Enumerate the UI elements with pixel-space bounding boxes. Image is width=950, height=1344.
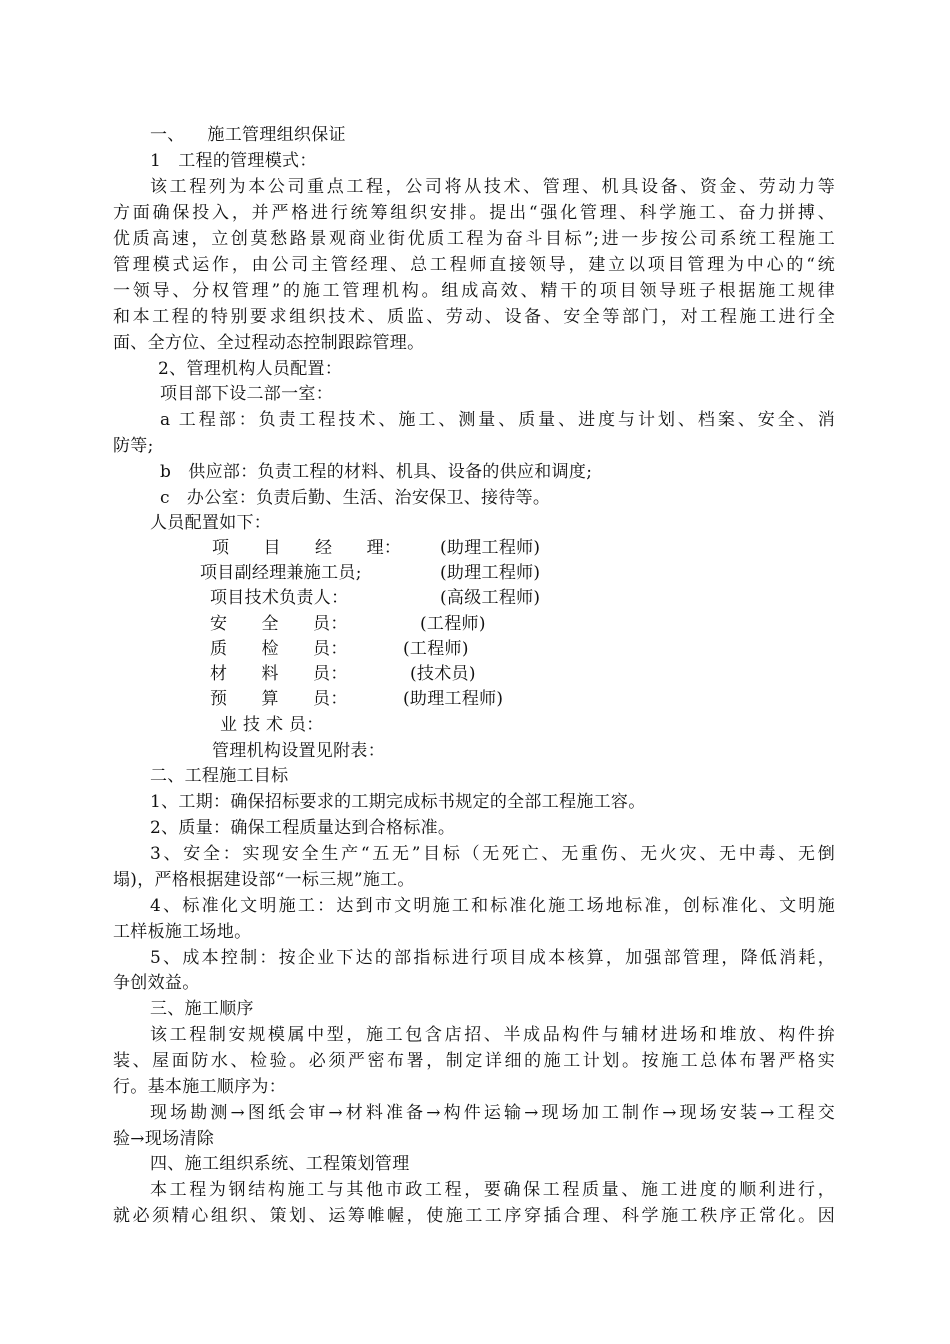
paragraph-line: 面、全方位、全过程动态控制跟踪管理。 [113,333,425,353]
goal-item: 3、安全：实现安全生产“五无”目标（无死亡、无重伤、无火灾、无中毒、无倒 [150,844,835,864]
paragraph-line: 该工程制安规模属中型，施工包含店招、半成品构件与辅材进场和堆放、构件拚 [150,1025,835,1045]
staff-role: 质 检 员： [210,639,348,659]
dept-intro: 项目部下设二部一室： [160,384,333,404]
sequence-line: 现场勘测→图纸会审→材料准备→构件运输→现场加工制作→现场安装→工程交 [150,1103,835,1123]
section-2-heading: 二、工程施工目标 [150,766,289,786]
staff-title: (工程师) [420,614,486,634]
staff-role: 安 全 员： [210,614,348,634]
paragraph-line: 行。基本施工顺序为： [113,1077,286,1097]
paragraph-line: 方面确保投入，并严格进行统筹组织安排。提出“强化管理、科学施工、奋力拼搏、 [113,203,835,223]
staff-title: (助理工程师) [440,563,541,583]
section-1-2-title: 2、管理机构人员配置： [158,359,343,379]
dept-c: c 办公室：负责后勤、生活、治安保卫、接待等。 [160,488,551,508]
paragraph-line: 优质高速，立创莫愁路景观商业街优质工程为奋斗目标”;进一步按公司系统工程施工 [113,229,835,249]
staff-role: 项 目 经 理： [212,538,402,558]
section-4-heading: 四、施工组织系统、工程策划管理 [150,1154,410,1174]
staff-title: (技术员) [410,664,476,684]
paragraph-line: 和本工程的特别要求组织技术、质监、劳动、设备、安全等部门，对工程施工进行全 [113,307,835,327]
staff-extra: 业 技 术 员： [220,715,324,735]
goal-item-cont: 塌)，严格根据建设部“一标三规”施工。 [113,870,415,890]
goal-item: 4、标准化文明施工：达到市文明施工和标准化施工场地标准，创标准化、文明施 [150,896,835,916]
dept-a: a 工程部：负责工程技术、施工、测量、质量、进度与计划、档案、安全、消 [160,410,835,430]
sequence-line-cont: 验→现场清除 [113,1129,215,1149]
goal-item-cont: 工样板施工场地。 [113,922,252,942]
org-note: 管理机构设置见附表： [212,741,385,761]
staff-role: 项目副经理兼施工员; [200,563,362,583]
section-3-heading: 三、施工顺序 [150,999,254,1019]
staff-role: 预 算 员： [210,689,348,709]
staff-role: 项目技术负责人： [210,588,349,608]
paragraph-line: 管理模式运作，由公司主管经理、总工程师直接领导，建立以项目管理为中心的“统 [113,255,835,275]
staff-title: (工程师) [403,639,469,659]
dept-a-cont: 防等; [113,436,154,456]
goal-item: 2、质量：确保工程质量达到合格标准。 [150,818,456,838]
staff-role: 材 料 员： [210,664,348,684]
dept-b: b 供应部：负责工程的材料、机具、设备的供应和调度; [160,462,593,482]
paragraph-line: 该工程列为本公司重点工程，公司将从技术、管理、机具设备、资金、劳动力等 [150,177,835,197]
paragraph-line: 一领导、分权管理”的施工管理机构。组成高效、精干的项目领导班子根据施工规律 [113,281,835,301]
paragraph-line: 本工程为钢结构施工与其他市政工程，要确保工程质量、施工进度的顺利进行， [150,1180,835,1200]
goal-item: 1、工期：确保招标要求的工期完成标书规定的全部工程施工容。 [150,792,646,812]
paragraph-line: 就必须精心组织、策划、运筹帷幄，使施工工序穿插合理、科学施工秩序正常化。因 [113,1206,835,1226]
goal-item-cont: 争创效益。 [113,973,200,993]
paragraph-line: 装、屋面防水、检验。必须严密布署，制定详细的施工计划。按施工总体布署严格实 [113,1051,835,1071]
staff-title: (高级工程师) [440,588,541,608]
staff-title: (助理工程师) [403,689,504,709]
staff-title: (助理工程师) [440,538,541,558]
section-1-heading: 一、 施工管理组织保证 [150,125,346,145]
staff-intro: 人员配置如下： [150,513,272,533]
goal-item: 5、成本控制：按企业下达的部指标进行项目成本核算，加强部管理，降低消耗， [150,948,835,968]
section-1-1-title: 1 工程的管理模式： [150,151,317,171]
